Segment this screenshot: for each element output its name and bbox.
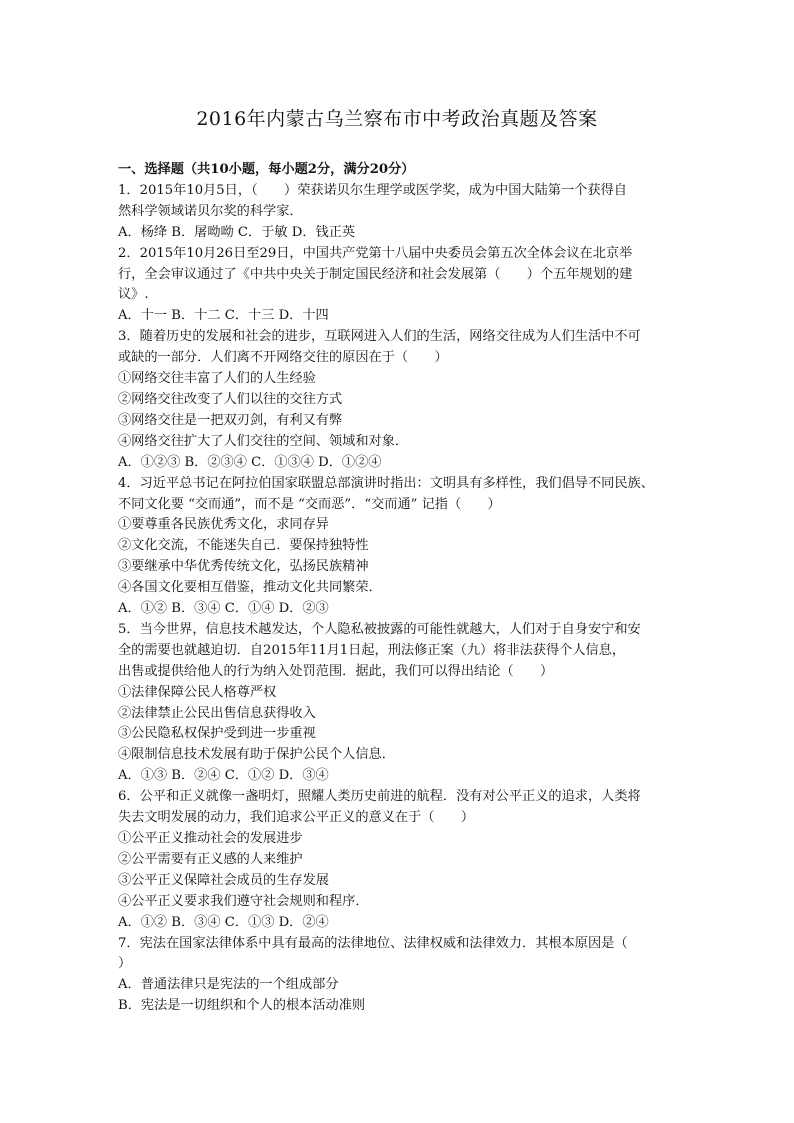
text-line: 4．习近平总书记在阿拉伯国家联盟总部演讲时指出：文明具有多样性，我们倡导不同民族、 — [118, 475, 654, 491]
text-line: A．①② B．③④ C．①③ D．②④ — [118, 914, 329, 930]
text-line: ①公平正义推动社会的发展进步 — [118, 831, 303, 846]
text-line: A．①③ B．②④ C．①② D．③④ — [118, 768, 329, 784]
text-line: 行，全会审议通过了《中共中央关于制定国民经济和社会发展第（ ）个五年规划的建 — [118, 266, 633, 282]
text-line: ③网络交往是一把双刃剑，有利又有弊 — [118, 412, 343, 428]
text-line: 出售或提供给他人的行为纳入处罚范围．据此，我们可以得出结论（ ） — [118, 663, 554, 679]
text-line: 全的需要也就越迫切．自2015年11月1日起，刑法修正案（九）将非法获得个人信息， — [118, 642, 626, 658]
text-line: ②公平需要有正义感的人来维护 — [118, 851, 303, 867]
text-line: B．宪法是一切组织和个人的根本活动准则 — [118, 998, 366, 1014]
text-line: 然科学领域诺贝尔奖的科学家． — [118, 203, 303, 219]
text-line: ①网络交往丰富了人们的人生经验 — [118, 371, 316, 387]
text-line: ③要继承中华优秀传统文化，弘扬民族精神 — [118, 559, 369, 575]
document-body — [118, 160, 684, 1017]
document-title: 2016年内蒙古乌兰察布市中考政治真题及答案 — [196, 108, 598, 130]
text-line: ④限制信息技术发展有助于保护公民个人信息． — [118, 747, 395, 763]
text-line: ②法律禁止公民出售信息获得收入 — [118, 705, 316, 721]
text-line: 1．2015年10月5日，（ ）荣获诺贝尔生理学或医学奖，成为中国大陆第一个获得自 — [118, 182, 627, 198]
text-line: ②网络交往改变了人们以往的交往方式 — [118, 391, 343, 407]
text-line: A．十一 B．十二 C．十三 D．十四 — [118, 308, 329, 324]
text-line: 2．2015年10月26日至29日，中国共产党第十八届中央委员会第五次全体会议在北京举 — [118, 245, 633, 261]
text-line: 议》. — [118, 287, 149, 303]
text-line: A．①②③ B．②③④ C．①③④ D．①②④ — [118, 454, 382, 470]
question-list — [118, 181, 684, 1017]
text-line: 6．公平和正义就像一盏明灯，照耀人类历史前进的航程．没有对公平正义的追求，人类将 — [118, 789, 641, 805]
text-line: 不同文化要 “交而通”，而不是 “交而恶”．“交而通” 记指（ ） — [118, 496, 501, 512]
text-line: ） — [118, 956, 132, 972]
text-line: 3．随着历史的发展和社会的进步，互联网进入人们的生活，网络交往成为人们生活中不可 — [118, 329, 641, 345]
text-line: ④各国文化要相互借鉴，推动文化共同繁荣． — [118, 580, 382, 596]
text-line: ①法律保障公民人格尊严权 — [118, 684, 277, 700]
text-line: A．杨绛 B．屠呦呦 C．于敏 D．钱正英 — [118, 224, 356, 240]
text-line: 7．宪法在国家法律体系中具有最高的法律地位、法律权威和法律效力．其根本原因是（ — [118, 935, 628, 951]
text-line: A．普通法律只是宪法的一个组成部分 — [118, 977, 339, 993]
text-line: ②文化交流，不能迷失自己．要保持独特性 — [118, 538, 369, 554]
text-line: ③公平正义保障社会成员的生存发展 — [118, 872, 329, 888]
text-line: 5．当今世界，信息技术越发达，个人隐私被披露的可能性就越大，人们对于自身安宁和安 — [118, 621, 641, 637]
text-line: ④公平正义要求我们遵守社会规则和程序． — [118, 893, 369, 909]
text-line: 失去文明发展的动力，我们追求公平正义的意义在于（ ） — [118, 810, 475, 826]
text-line: ④网络交往扩大了人们交往的空间、领域和对象． — [118, 433, 409, 449]
text-line: ①要尊重各民族优秀文化，求同存异 — [118, 517, 329, 533]
text-line: A．①② B．③④ C．①④ D．②③ — [118, 601, 329, 617]
text-line: 或缺的一部分．人们离不开网络交往的原因在于（ ） — [118, 350, 448, 366]
text-line: ③公民隐私权保护受到进一步重视 — [118, 726, 316, 742]
section-heading: 一、选择题（共10小题，每小题2分，满分20分） — [118, 162, 415, 177]
